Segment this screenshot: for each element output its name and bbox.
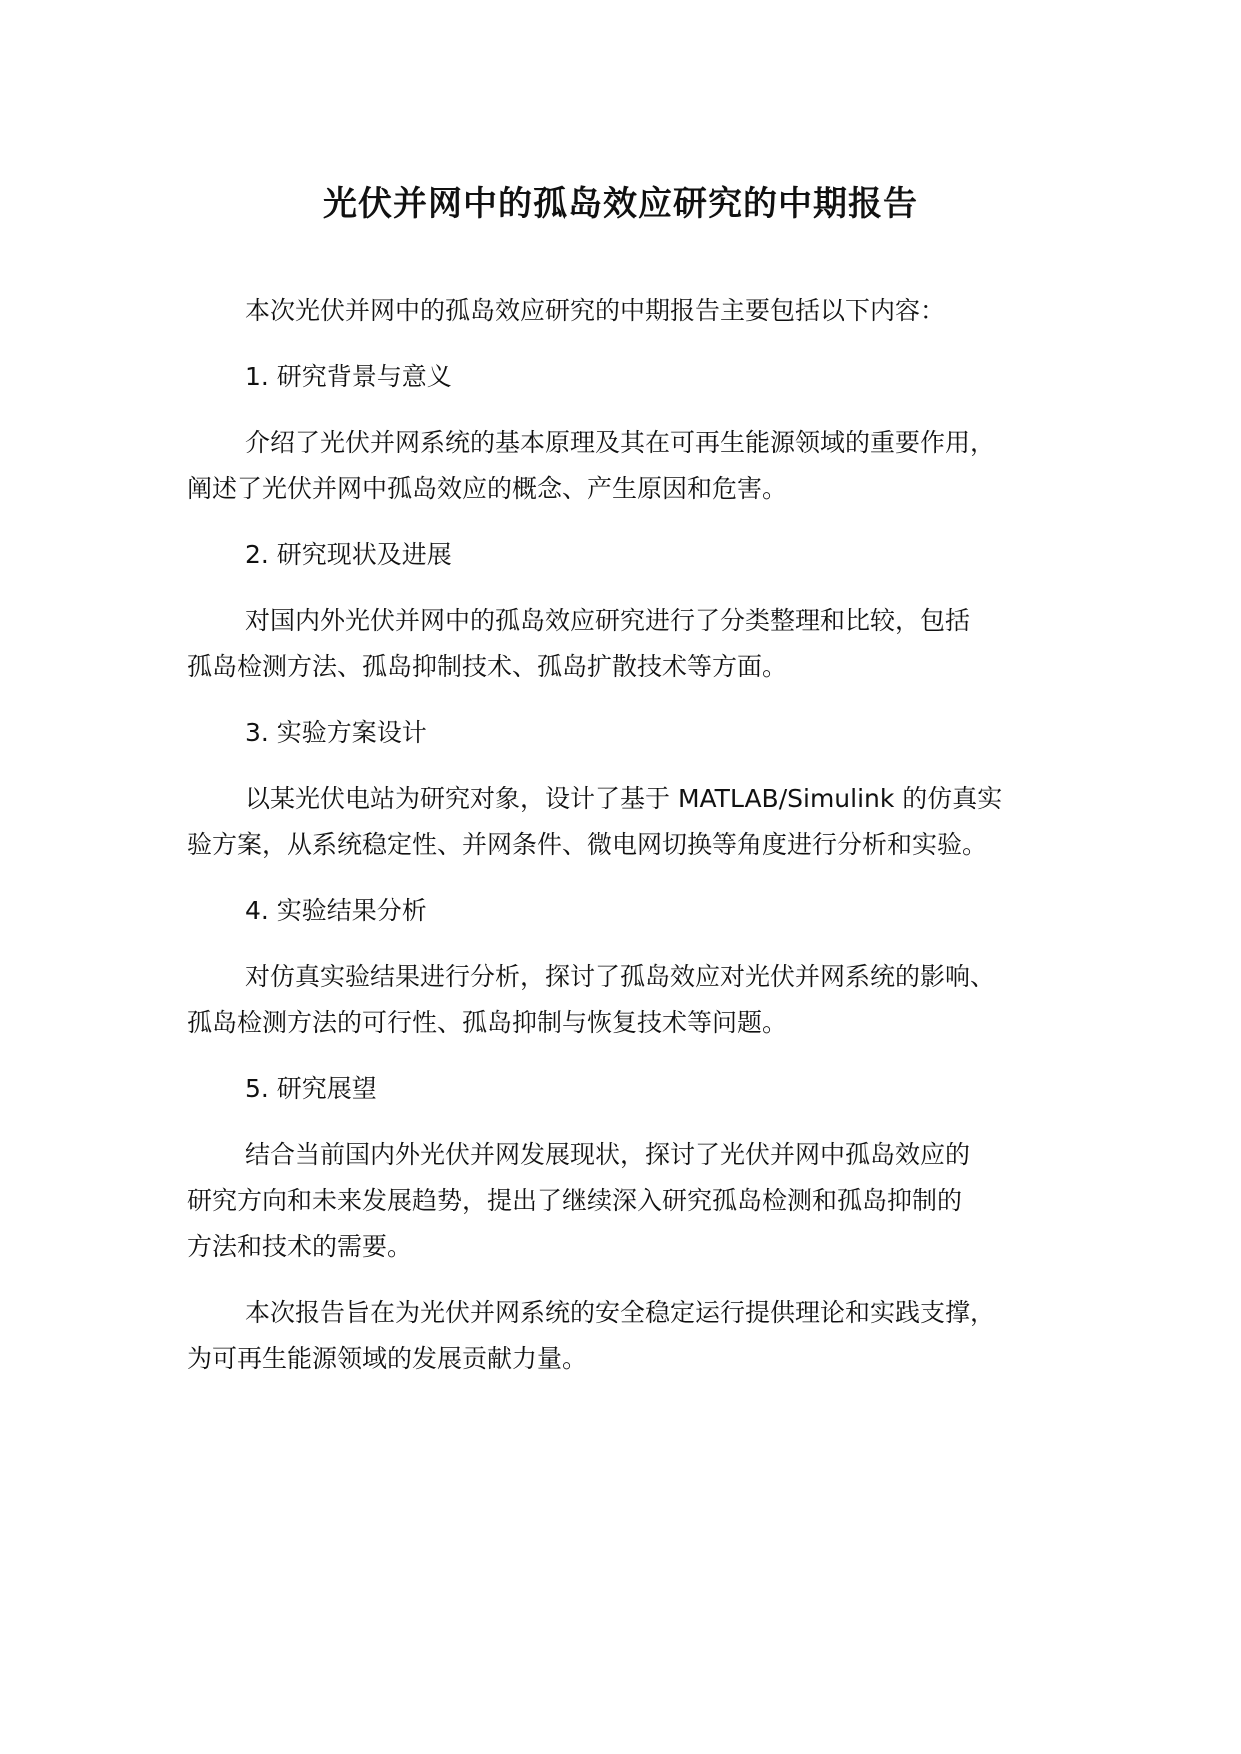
paragraph-line: 对仿真实验结果进行分析，探讨了孤岛效应对光伏并网系统的影响、 (245, 962, 996, 991)
paragraph-line: 验方案，从系统稳定性、并网条件、微电网切换等角度进行分析和实验。 (187, 830, 988, 859)
section-paragraph (187, 598, 1087, 690)
paragraph-line: 本次报告旨在为光伏并网系统的安全稳定运行提供理论和实践支撑， (245, 1298, 996, 1327)
section-heading: 5. 研究展望 (245, 1074, 377, 1103)
paragraph-line: 孤岛检测方法、孤岛抑制技术、孤岛扩散技术等方面。 (187, 652, 788, 681)
section-paragraph (187, 776, 1087, 868)
paragraph-line: 介绍了光伏并网系统的基本原理及其在可再生能源领域的重要作用， (245, 428, 996, 457)
paragraph-line: 方法和技术的需要。 (187, 1232, 413, 1261)
conclusion-paragraph (187, 1290, 1087, 1382)
intro-text: 本次光伏并网中的孤岛效应研究的中期报告主要包括以下内容： (245, 296, 946, 325)
paragraph-line: 结合当前国内外光伏并网发展现状，探讨了光伏并网中孤岛效应的 (245, 1140, 971, 1169)
paragraph-line: 孤岛检测方法的可行性、孤岛抑制与恢复技术等问题。 (187, 1008, 788, 1037)
paragraph-line: 研究方向和未来发展趋势，提出了继续深入研究孤岛检测和孤岛抑制的 (187, 1186, 963, 1215)
intro-paragraph (187, 288, 1087, 334)
section-paragraph (187, 954, 1087, 1046)
document-body (187, 288, 1087, 1402)
section-heading: 1. 研究背景与意义 (245, 362, 452, 391)
document-title: 光伏并网中的孤岛效应研究的中期报告 (323, 184, 918, 224)
paragraph-line: 对国内外光伏并网中的孤岛效应研究进行了分类整理和比较，包括 (245, 606, 971, 635)
paragraph-line: 以某光伏电站为研究对象，设计了基于 MATLAB/Simulink 的仿真实 (245, 784, 1003, 813)
paragraph-line: 阐述了光伏并网中孤岛效应的概念、产生原因和危害。 (187, 474, 788, 503)
section-paragraph (187, 420, 1087, 512)
section-heading: 3. 实验方案设计 (245, 718, 427, 747)
section-paragraph (187, 1132, 1087, 1270)
section-heading: 2. 研究现状及进展 (245, 540, 452, 569)
paragraph-line: 为可再生能源领域的发展贡献力量。 (187, 1344, 588, 1373)
section-heading: 4. 实验结果分析 (245, 896, 427, 925)
